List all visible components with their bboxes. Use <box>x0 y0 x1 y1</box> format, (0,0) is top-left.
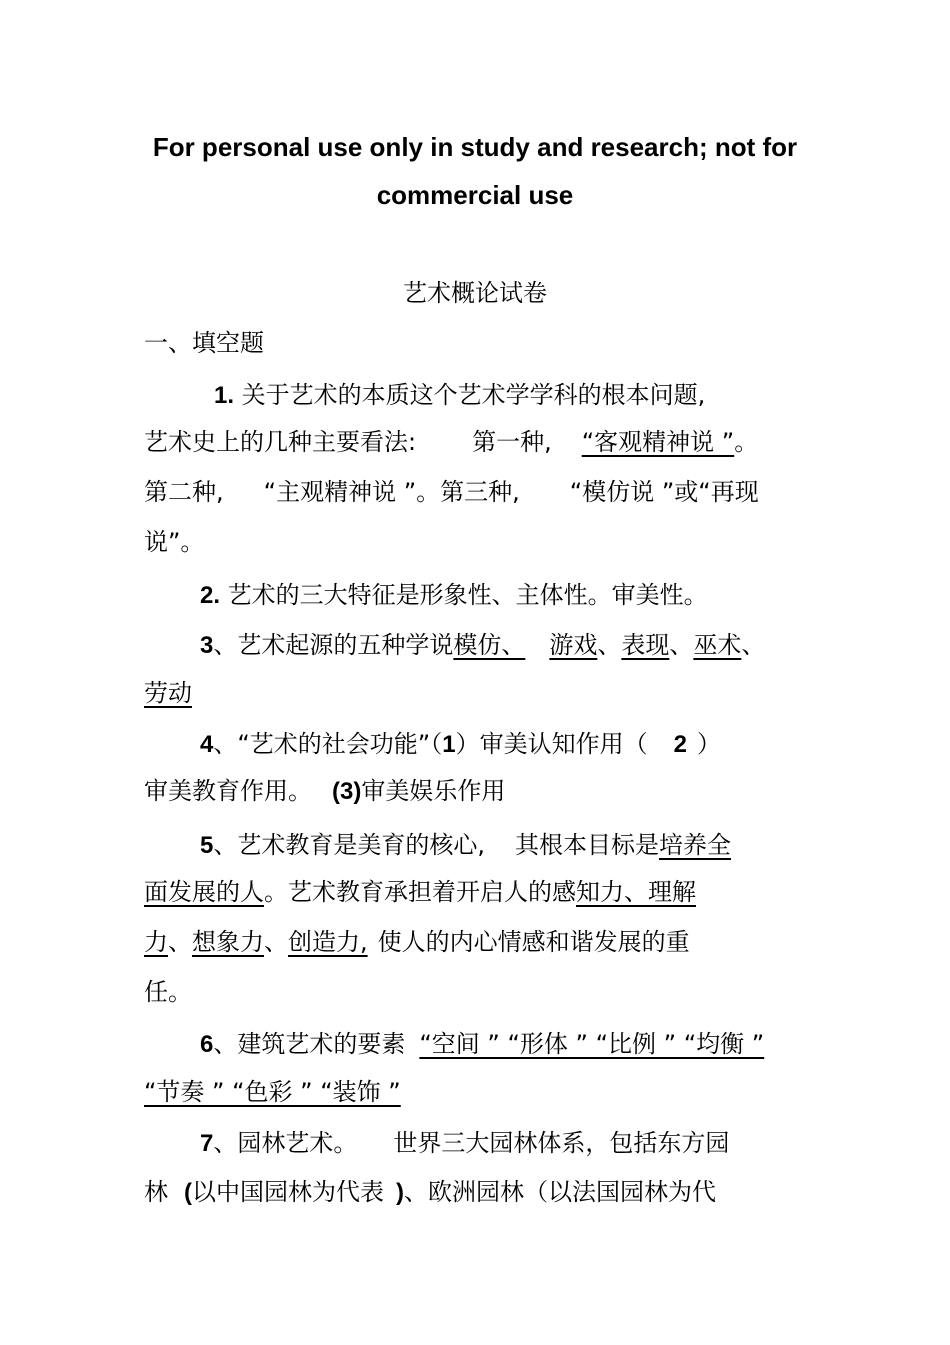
q4-number: 4 <box>200 731 214 758</box>
q1-number: 1. <box>214 382 235 409</box>
q5-text-1b: 其根本目标是 <box>515 831 659 859</box>
q4-line-1 <box>144 727 804 762</box>
q4-text-1b: ）审美认知作用（ <box>455 730 648 758</box>
q4-text-1a: 、“艺术的社会功能”（ <box>213 730 443 758</box>
q7-paren-close: ) <box>396 1179 404 1206</box>
q7-text-2b: 以中国园林为代表 <box>192 1178 384 1206</box>
q1-text-3b: “主观精神说 ”。第三种, <box>263 478 520 506</box>
q6-answer-2: “节奏 ” “色彩 ” “装饰 ” <box>144 1078 401 1106</box>
q2-line <box>144 578 804 613</box>
q6-answer-1: “空间 ” “形体 ” “比例 ” “均衡 ” <box>419 1030 765 1058</box>
q3-line-1 <box>144 628 804 663</box>
q5-line-4: 任。 <box>144 978 192 1006</box>
q7-text-2a: 林 <box>144 1178 168 1206</box>
q1-text-3c: “模仿说 ”或“再现 <box>569 478 759 506</box>
q1-line-4: 说”。 <box>144 528 205 556</box>
q1-answer-1: “客观精神说 ” <box>581 428 735 456</box>
header-line-2: commercial use <box>376 180 574 210</box>
q3-answer-5: 劳动 <box>144 679 192 707</box>
q4-point-3: (3) <box>332 778 362 805</box>
q1-line-1 <box>144 378 804 413</box>
q2-number: 2. <box>200 582 221 609</box>
q3-answer-4: 巫术 <box>693 631 742 659</box>
q5-answer-1a: 培养全 <box>659 831 731 859</box>
q7-text-2c: 、欧洲园林（以法国园林为代 <box>404 1178 716 1206</box>
q5-answer-4: 创造力, <box>288 928 368 956</box>
q3-sep-1: 、 <box>597 631 622 659</box>
q3-sep-3: 、 <box>741 631 766 659</box>
section-heading: 一、填空题 <box>144 329 264 357</box>
q5-answer-3: 想象力 <box>192 928 264 956</box>
q1-text-2a: 艺术史上的几种主要看法: <box>144 428 417 456</box>
q4-text-1c: ） <box>696 730 721 758</box>
q5-line-3 <box>144 925 804 959</box>
q7-line-1 <box>144 1126 804 1161</box>
q3-number: 3 <box>200 632 214 659</box>
q3-line-2 <box>144 676 804 710</box>
q7-text-1a: 、园林艺术。 <box>213 1129 358 1157</box>
q6-line-1 <box>144 1027 804 1062</box>
q6-line-2 <box>144 1075 804 1109</box>
q3-answer-2: 游戏 <box>549 631 598 659</box>
q1-text-3a: 第二种, <box>144 478 224 506</box>
q1-text-2b: 第一种, <box>472 428 552 456</box>
document-title: 艺术概论试卷 <box>403 279 547 307</box>
q7-paren-open: ( <box>184 1179 192 1206</box>
q5-answer-2b: 力 <box>144 928 168 956</box>
q4-line-2 <box>144 774 804 809</box>
q4-text-2b: 审美娱乐作用 <box>361 777 506 805</box>
q4-point-2: 2 <box>673 731 687 758</box>
q5-answer-2a: 知力、理解 <box>576 878 696 906</box>
header-line-1: For personal use only in study and research; not for <box>152 132 798 162</box>
q5-sep-1: 、 <box>168 928 192 956</box>
q5-number: 5 <box>200 832 214 859</box>
q3-text: 、艺术起源的五种学说 <box>213 631 454 659</box>
q3-answer-3: 表现 <box>621 631 670 659</box>
q1-text-1: 关于艺术的本质这个艺术学学科的根本问题, <box>241 381 706 409</box>
q5-sep-2: 、 <box>264 928 288 956</box>
q3-sep-2: 、 <box>669 631 694 659</box>
q7-text-1b: 世界三大园林体系，包括东方园 <box>393 1129 730 1157</box>
q4-text-2a: 审美教育作用。 <box>144 777 312 805</box>
q5-line-2 <box>144 875 804 909</box>
q7-number: 7 <box>200 1130 214 1157</box>
q2-text: 艺术的三大特征是形象性、主体性。审美性。 <box>227 581 708 609</box>
q5-line-1 <box>144 828 804 863</box>
q1-period: 。 <box>734 428 759 456</box>
q4-point-1: 1 <box>442 731 456 758</box>
q5-text-1a: 、艺术教育是美育的核心, <box>213 831 485 859</box>
q7-line-2 <box>144 1175 804 1210</box>
q6-text: 、建筑艺术的要素 <box>213 1030 406 1058</box>
q5-answer-1b: 面发展的人 <box>144 878 264 906</box>
q6-number: 6 <box>200 1031 214 1058</box>
q1-line-3 <box>144 475 804 509</box>
q1-line-2 <box>144 425 804 459</box>
q3-answer-1: 模仿、 <box>453 631 526 659</box>
q5-text-3: 使人的内心情感和谐发展的重 <box>377 928 690 956</box>
q5-text-2: 。艺术教育承担着开启人的感 <box>264 878 576 906</box>
